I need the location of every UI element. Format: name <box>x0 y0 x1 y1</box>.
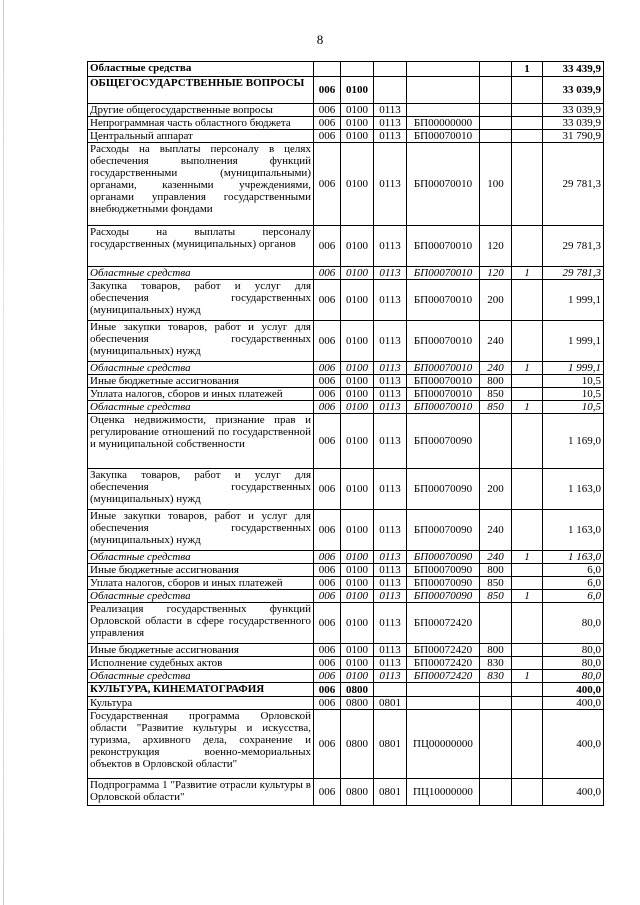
cell-podrazdel: 0113 <box>374 657 407 670</box>
table-row <box>88 401 604 414</box>
table-row <box>88 388 604 401</box>
cell-target-article: БП00070010 <box>407 388 480 401</box>
cell-razdel <box>341 62 374 77</box>
cell-grbs: 006 <box>314 551 341 564</box>
table-row <box>88 644 604 657</box>
table-row <box>88 117 604 130</box>
cell-razdel: 0100 <box>341 401 374 414</box>
cell-source <box>512 375 543 388</box>
cell-source: 1 <box>512 551 543 564</box>
cell-target-article: БП00070090 <box>407 414 480 469</box>
row-name: Областные средства <box>88 670 314 683</box>
table-row <box>88 510 604 551</box>
row-name: КУЛЬТУРА, КИНЕМАТОГРАФИЯ <box>88 683 314 697</box>
cell-amount: 33 039,9 <box>543 117 604 130</box>
cell-source <box>512 280 543 321</box>
cell-target-article: БП00070090 <box>407 590 480 603</box>
cell-target-article: БП00070090 <box>407 564 480 577</box>
page-edge-mark <box>3 0 4 905</box>
cell-expense-type: 120 <box>480 267 512 280</box>
row-name: Государственная программа Орловской области "Развитие культуры и искусства, туризма, архивного дела, сохранение и реконструкция военно-мемориальных объектов в Орловской области" <box>88 710 314 779</box>
cell-grbs: 006 <box>314 77 341 104</box>
cell-expense-type <box>480 130 512 143</box>
cell-razdel: 0100 <box>341 657 374 670</box>
cell-target-article <box>407 77 480 104</box>
table-row <box>88 375 604 388</box>
cell-grbs: 006 <box>314 226 341 267</box>
row-name: Уплата налогов, сборов и иных платежей <box>88 388 314 401</box>
cell-amount: 10,5 <box>543 388 604 401</box>
cell-amount: 10,5 <box>543 375 604 388</box>
cell-podrazdel: 0113 <box>374 577 407 590</box>
cell-expense-type <box>480 779 512 806</box>
cell-expense-type <box>480 710 512 779</box>
cell-razdel: 0100 <box>341 104 374 117</box>
cell-amount: 29 781,3 <box>543 226 604 267</box>
row-name: Иные закупки товаров, работ и услуг для обеспечения государственных (муниципальных) нужд <box>88 321 314 362</box>
cell-razdel: 0800 <box>341 697 374 710</box>
cell-podrazdel: 0113 <box>374 143 407 226</box>
cell-source <box>512 321 543 362</box>
cell-target-article: БП00070010 <box>407 375 480 388</box>
table-row <box>88 551 604 564</box>
cell-amount: 400,0 <box>543 710 604 779</box>
cell-razdel: 0100 <box>341 644 374 657</box>
cell-target-article: БП00070090 <box>407 510 480 551</box>
cell-grbs: 006 <box>314 321 341 362</box>
cell-source: 1 <box>512 62 543 77</box>
cell-source <box>512 657 543 670</box>
cell-target-article: БП00070010 <box>407 321 480 362</box>
cell-expense-type: 800 <box>480 644 512 657</box>
cell-source <box>512 469 543 510</box>
cell-amount: 6,0 <box>543 577 604 590</box>
cell-grbs: 006 <box>314 577 341 590</box>
cell-grbs: 006 <box>314 280 341 321</box>
cell-expense-type <box>480 697 512 710</box>
cell-podrazdel: 0113 <box>374 414 407 469</box>
cell-source: 1 <box>512 670 543 683</box>
cell-amount: 1 169,0 <box>543 414 604 469</box>
cell-target-article: БП00070010 <box>407 226 480 267</box>
cell-grbs <box>314 62 341 77</box>
cell-amount: 31 790,9 <box>543 130 604 143</box>
cell-amount: 1 999,1 <box>543 321 604 362</box>
cell-amount: 1 163,0 <box>543 551 604 564</box>
row-name: Областные средства <box>88 362 314 375</box>
cell-source <box>512 564 543 577</box>
table-row <box>88 267 604 280</box>
cell-source: 1 <box>512 362 543 375</box>
table-row <box>88 577 604 590</box>
cell-source <box>512 130 543 143</box>
cell-amount: 1 999,1 <box>543 280 604 321</box>
cell-amount: 10,5 <box>543 401 604 414</box>
cell-grbs: 006 <box>314 362 341 375</box>
cell-razdel: 0100 <box>341 130 374 143</box>
cell-source <box>512 226 543 267</box>
cell-razdel: 0100 <box>341 551 374 564</box>
cell-target-article: БП00070090 <box>407 469 480 510</box>
cell-podrazdel: 0113 <box>374 603 407 644</box>
cell-razdel: 0100 <box>341 143 374 226</box>
cell-podrazdel <box>374 683 407 697</box>
cell-grbs: 006 <box>314 267 341 280</box>
row-name: Расходы на выплаты персоналу в целях обеспечения выполнения функций государственными (муниципальными) органами, казенными учреждениями, органами управления государственными внебюджетными фондами <box>88 143 314 226</box>
table-row <box>88 362 604 375</box>
table-row <box>88 603 604 644</box>
cell-grbs: 006 <box>314 130 341 143</box>
row-name: Подпрограмма 1 "Развитие отрасли культуры в Орловской области" <box>88 779 314 806</box>
cell-amount: 80,0 <box>543 657 604 670</box>
row-name: Закупка товаров, работ и услуг для обеспечения государственных (муниципальных) нужд <box>88 280 314 321</box>
cell-source <box>512 117 543 130</box>
table-row <box>88 321 604 362</box>
row-name: Областные средства <box>88 62 314 77</box>
cell-podrazdel <box>374 62 407 77</box>
row-name: Центральный аппарат <box>88 130 314 143</box>
cell-expense-type: 850 <box>480 590 512 603</box>
cell-podrazdel: 0801 <box>374 710 407 779</box>
cell-source <box>512 710 543 779</box>
cell-podrazdel: 0113 <box>374 280 407 321</box>
cell-source <box>512 603 543 644</box>
cell-podrazdel: 0801 <box>374 697 407 710</box>
cell-amount: 80,0 <box>543 603 604 644</box>
cell-amount: 33 039,9 <box>543 104 604 117</box>
cell-expense-type: 240 <box>480 510 512 551</box>
table-row <box>88 130 604 143</box>
cell-expense-type <box>480 414 512 469</box>
cell-expense-type: 240 <box>480 551 512 564</box>
cell-target-article: БП00070090 <box>407 551 480 564</box>
row-name: Расходы на выплаты персоналу государственных (муниципальных) органов <box>88 226 314 267</box>
table-row <box>88 143 604 226</box>
cell-target-article: БП00072420 <box>407 644 480 657</box>
cell-razdel: 0800 <box>341 683 374 697</box>
budget-table-body <box>88 62 604 806</box>
cell-podrazdel: 0113 <box>374 130 407 143</box>
cell-target-article: БП00000000 <box>407 117 480 130</box>
cell-target-article: БП00072420 <box>407 670 480 683</box>
cell-razdel: 0100 <box>341 510 374 551</box>
cell-expense-type: 240 <box>480 321 512 362</box>
cell-amount: 80,0 <box>543 670 604 683</box>
row-name: Оценка недвижимости, признание прав и регулирование отношений по государственной и муниципальной собственности <box>88 414 314 469</box>
cell-razdel: 0100 <box>341 564 374 577</box>
cell-razdel: 0100 <box>341 577 374 590</box>
row-name: Областные средства <box>88 590 314 603</box>
cell-amount: 1 163,0 <box>543 469 604 510</box>
cell-expense-type <box>480 117 512 130</box>
cell-podrazdel: 0113 <box>374 401 407 414</box>
cell-grbs: 006 <box>314 414 341 469</box>
table-row <box>88 670 604 683</box>
row-name: Реализация государственных функций Орловской области в сфере государственного управления <box>88 603 314 644</box>
cell-expense-type <box>480 77 512 104</box>
cell-podrazdel: 0113 <box>374 104 407 117</box>
cell-amount: 1 999,1 <box>543 362 604 375</box>
table-row <box>88 280 604 321</box>
row-name: Иные закупки товаров, работ и услуг для обеспечения государственных (муниципальных) нужд <box>88 510 314 551</box>
cell-podrazdel: 0113 <box>374 590 407 603</box>
cell-source <box>512 414 543 469</box>
cell-amount: 1 163,0 <box>543 510 604 551</box>
cell-grbs: 006 <box>314 657 341 670</box>
row-name: Уплата налогов, сборов и иных платежей <box>88 577 314 590</box>
row-name: Другие общегосударственные вопросы <box>88 104 314 117</box>
table-row <box>88 683 604 697</box>
cell-grbs: 006 <box>314 104 341 117</box>
row-name: Исполнение судебных актов <box>88 657 314 670</box>
cell-source <box>512 779 543 806</box>
row-name: Непрограммная часть областного бюджета <box>88 117 314 130</box>
cell-razdel: 0800 <box>341 779 374 806</box>
cell-source <box>512 143 543 226</box>
cell-amount: 80,0 <box>543 644 604 657</box>
cell-razdel: 0100 <box>341 280 374 321</box>
cell-target-article: БП00072420 <box>407 657 480 670</box>
cell-podrazdel: 0113 <box>374 644 407 657</box>
row-name: Закупка товаров, работ и услуг для обеспечения государственных (муниципальных) нужд <box>88 469 314 510</box>
cell-razdel: 0100 <box>341 321 374 362</box>
cell-grbs: 006 <box>314 670 341 683</box>
cell-podrazdel: 0113 <box>374 388 407 401</box>
cell-target-article <box>407 104 480 117</box>
cell-razdel: 0100 <box>341 590 374 603</box>
cell-razdel: 0100 <box>341 267 374 280</box>
cell-target-article <box>407 683 480 697</box>
cell-amount: 33 439,9 <box>543 62 604 77</box>
cell-target-article: БП00070010 <box>407 143 480 226</box>
cell-expense-type: 120 <box>480 226 512 267</box>
cell-grbs: 006 <box>314 469 341 510</box>
table-row <box>88 657 604 670</box>
cell-source <box>512 510 543 551</box>
cell-amount: 29 781,3 <box>543 267 604 280</box>
cell-expense-type: 850 <box>480 401 512 414</box>
budget-table <box>87 61 604 806</box>
cell-podrazdel: 0801 <box>374 779 407 806</box>
cell-expense-type <box>480 603 512 644</box>
row-name: Областные средства <box>88 551 314 564</box>
table-row <box>88 697 604 710</box>
cell-amount: 6,0 <box>543 590 604 603</box>
cell-source <box>512 577 543 590</box>
cell-podrazdel: 0113 <box>374 510 407 551</box>
cell-source: 1 <box>512 590 543 603</box>
row-name: Иные бюджетные ассигнования <box>88 644 314 657</box>
cell-grbs: 006 <box>314 590 341 603</box>
cell-grbs: 006 <box>314 697 341 710</box>
table-row <box>88 77 604 104</box>
cell-grbs: 006 <box>314 510 341 551</box>
cell-expense-type: 800 <box>480 564 512 577</box>
cell-target-article: БП00070090 <box>407 577 480 590</box>
cell-target-article <box>407 697 480 710</box>
table-row <box>88 414 604 469</box>
cell-razdel: 0100 <box>341 469 374 510</box>
cell-grbs: 006 <box>314 644 341 657</box>
cell-source <box>512 644 543 657</box>
cell-podrazdel: 0113 <box>374 375 407 388</box>
row-name: Иные бюджетные ассигнования <box>88 375 314 388</box>
cell-expense-type <box>480 683 512 697</box>
cell-razdel: 0100 <box>341 77 374 104</box>
cell-razdel: 0100 <box>341 414 374 469</box>
cell-expense-type: 100 <box>480 143 512 226</box>
cell-target-article: ПЦ10000000 <box>407 779 480 806</box>
cell-grbs: 006 <box>314 117 341 130</box>
cell-razdel: 0100 <box>341 603 374 644</box>
cell-target-article: БП00070010 <box>407 130 480 143</box>
cell-amount: 400,0 <box>543 779 604 806</box>
cell-expense-type: 830 <box>480 657 512 670</box>
cell-podrazdel: 0113 <box>374 226 407 267</box>
cell-amount: 29 781,3 <box>543 143 604 226</box>
cell-podrazdel: 0113 <box>374 321 407 362</box>
cell-expense-type: 200 <box>480 280 512 321</box>
cell-podrazdel <box>374 77 407 104</box>
row-name: ОБЩЕГОСУДАРСТВЕННЫЕ ВОПРОСЫ <box>88 77 314 104</box>
cell-podrazdel: 0113 <box>374 117 407 130</box>
cell-grbs: 006 <box>314 564 341 577</box>
table-row <box>88 469 604 510</box>
row-name: Иные бюджетные ассигнования <box>88 564 314 577</box>
cell-target-article: БП00070010 <box>407 401 480 414</box>
cell-razdel: 0100 <box>341 117 374 130</box>
cell-target-article: БП00070010 <box>407 280 480 321</box>
cell-podrazdel: 0113 <box>374 551 407 564</box>
cell-amount: 400,0 <box>543 683 604 697</box>
table-row <box>88 710 604 779</box>
page-number: 8 <box>316 32 324 47</box>
table-row <box>88 104 604 117</box>
cell-expense-type: 830 <box>480 670 512 683</box>
cell-target-article: БП00070010 <box>407 362 480 375</box>
cell-source: 1 <box>512 401 543 414</box>
cell-grbs: 006 <box>314 143 341 226</box>
table-row <box>88 62 604 77</box>
cell-expense-type: 800 <box>480 375 512 388</box>
cell-source <box>512 697 543 710</box>
cell-razdel: 0100 <box>341 375 374 388</box>
cell-expense-type: 200 <box>480 469 512 510</box>
cell-expense-type <box>480 62 512 77</box>
cell-source <box>512 683 543 697</box>
cell-expense-type: 850 <box>480 388 512 401</box>
cell-source <box>512 77 543 104</box>
cell-target-article: ПЦ00000000 <box>407 710 480 779</box>
cell-source <box>512 104 543 117</box>
cell-podrazdel: 0113 <box>374 362 407 375</box>
cell-expense-type: 240 <box>480 362 512 375</box>
cell-grbs: 006 <box>314 375 341 388</box>
cell-amount: 6,0 <box>543 564 604 577</box>
cell-grbs: 006 <box>314 603 341 644</box>
cell-grbs: 006 <box>314 710 341 779</box>
cell-target-article <box>407 62 480 77</box>
cell-source: 1 <box>512 267 543 280</box>
cell-source <box>512 388 543 401</box>
cell-podrazdel: 0113 <box>374 469 407 510</box>
table-row <box>88 779 604 806</box>
cell-target-article: БП00072420 <box>407 603 480 644</box>
cell-grbs: 006 <box>314 683 341 697</box>
table-row <box>88 226 604 267</box>
cell-amount: 400,0 <box>543 697 604 710</box>
cell-grbs: 006 <box>314 388 341 401</box>
cell-podrazdel: 0113 <box>374 267 407 280</box>
cell-podrazdel: 0113 <box>374 670 407 683</box>
cell-amount: 33 039,9 <box>543 77 604 104</box>
cell-razdel: 0100 <box>341 670 374 683</box>
cell-podrazdel: 0113 <box>374 564 407 577</box>
cell-grbs: 006 <box>314 779 341 806</box>
cell-grbs: 006 <box>314 401 341 414</box>
row-name: Областные средства <box>88 401 314 414</box>
cell-razdel: 0100 <box>341 226 374 267</box>
cell-target-article: БП00070010 <box>407 267 480 280</box>
table-row <box>88 590 604 603</box>
row-name: Областные средства <box>88 267 314 280</box>
cell-expense-type <box>480 104 512 117</box>
table-row <box>88 564 604 577</box>
cell-razdel: 0800 <box>341 710 374 779</box>
cell-expense-type: 850 <box>480 577 512 590</box>
cell-razdel: 0100 <box>341 362 374 375</box>
cell-razdel: 0100 <box>341 388 374 401</box>
row-name: Культура <box>88 697 314 710</box>
